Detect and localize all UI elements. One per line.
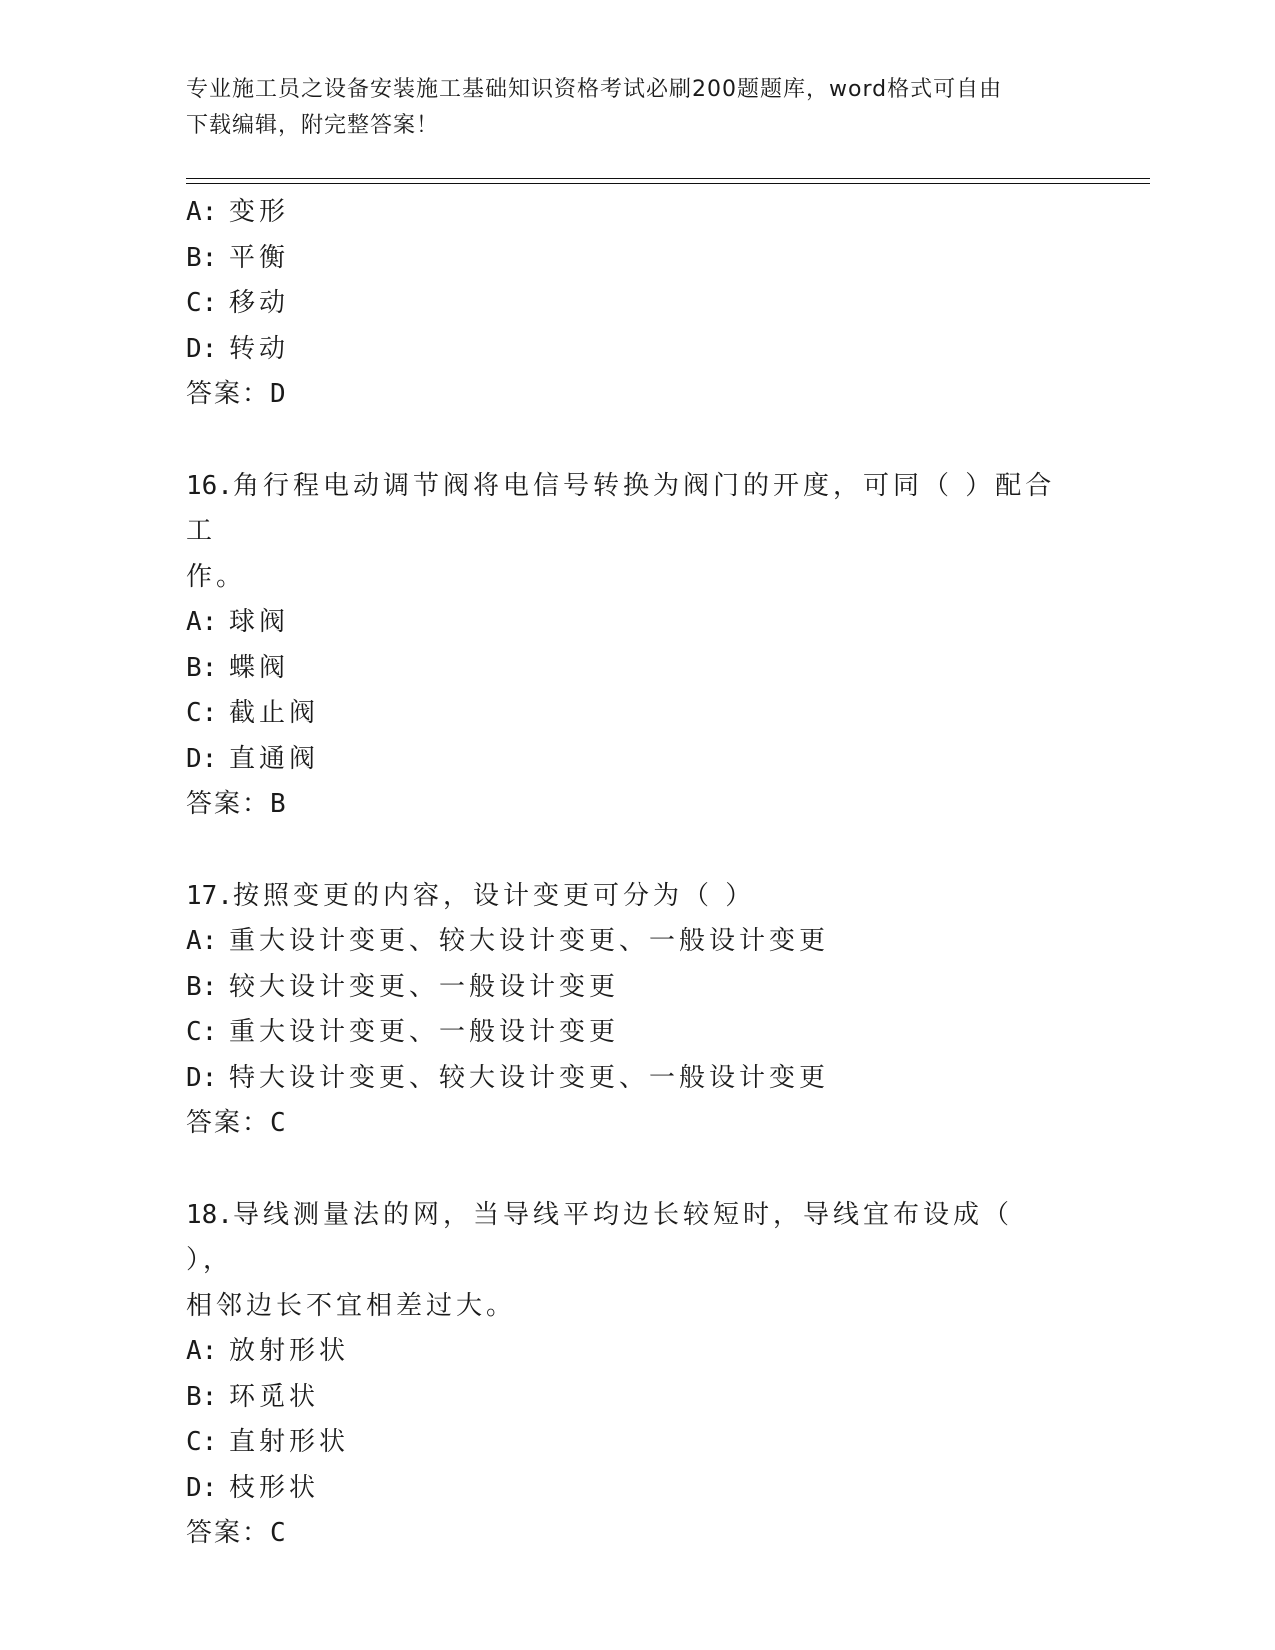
option-a bbox=[186, 600, 1086, 646]
option-c bbox=[186, 1010, 1086, 1056]
option-c bbox=[186, 281, 1086, 327]
question-16 bbox=[186, 464, 1086, 828]
answer-label: 答案： bbox=[186, 789, 271, 819]
option-text: 环觅状 bbox=[229, 1381, 320, 1412]
option-letter: B: bbox=[186, 971, 218, 1002]
answer-label: 答案： bbox=[186, 1108, 271, 1138]
question-stem bbox=[186, 1193, 1066, 1330]
option-d bbox=[186, 1466, 1086, 1512]
option-text: 转动 bbox=[229, 333, 290, 364]
option-text: 重大设计变更、较大设计变更、一般设计变更 bbox=[229, 926, 830, 956]
option-text: 放射形状 bbox=[229, 1336, 350, 1366]
option-letter: B: bbox=[186, 1381, 218, 1412]
option-letter: C: bbox=[186, 1017, 218, 1047]
option-b bbox=[186, 236, 1086, 282]
option-letter: C: bbox=[186, 1427, 218, 1457]
option-a bbox=[186, 919, 1086, 965]
option-text: 枝形状 bbox=[229, 1472, 320, 1503]
answer-value: C bbox=[270, 1518, 288, 1548]
answer-line bbox=[186, 1101, 1086, 1147]
question-list bbox=[186, 190, 1086, 1557]
option-letter: B: bbox=[186, 652, 218, 683]
option-letter: A: bbox=[186, 607, 218, 637]
header-divider-top bbox=[186, 178, 1150, 179]
option-b bbox=[186, 646, 1086, 692]
option-text: 特大设计变更、较大设计变更、一般设计变更 bbox=[229, 1062, 830, 1093]
option-a bbox=[186, 1329, 1086, 1375]
option-d bbox=[186, 1056, 1086, 1102]
question-stem bbox=[186, 464, 1066, 601]
option-letter: A: bbox=[186, 1336, 218, 1366]
answer-line bbox=[186, 1511, 1086, 1557]
stem-line-2: 作。 bbox=[186, 561, 247, 592]
option-letter: D: bbox=[186, 1472, 218, 1503]
option-letter: D: bbox=[186, 1062, 218, 1093]
option-b bbox=[186, 1375, 1086, 1421]
answer-value: B bbox=[270, 789, 288, 819]
option-text: 重大设计变更、一般设计变更 bbox=[229, 1017, 620, 1047]
option-letter: A: bbox=[186, 197, 218, 227]
option-text: 截止阀 bbox=[229, 698, 320, 728]
option-c bbox=[186, 1420, 1086, 1466]
option-c bbox=[186, 691, 1086, 737]
stem-line-1: 角行程电动调节阀将电信号转换为阀门的开度，可同（ ）配合工 bbox=[186, 470, 1056, 546]
question-17 bbox=[186, 874, 1086, 1147]
option-letter: B: bbox=[186, 242, 218, 273]
answer-label: 答案： bbox=[186, 379, 271, 409]
stem-line-1: 按照变更的内容，设计变更可分为（ ） bbox=[232, 880, 756, 911]
question-stem bbox=[186, 874, 1066, 920]
answer-line bbox=[186, 782, 1086, 828]
question-number: 16. bbox=[186, 470, 233, 501]
option-text: 直射形状 bbox=[229, 1427, 350, 1457]
stem-line-1: 导线测量法的网，当导线平均边长较短时，导线宜布设成（ ）， bbox=[186, 1199, 1026, 1275]
option-d bbox=[186, 327, 1086, 373]
option-text: 平衡 bbox=[229, 242, 290, 273]
question-18 bbox=[186, 1193, 1086, 1557]
option-letter: C: bbox=[186, 288, 218, 318]
header-line-2: 下载编辑，附完整答案！ bbox=[186, 113, 440, 138]
answer-label: 答案： bbox=[186, 1518, 271, 1548]
option-text: 球阀 bbox=[229, 607, 290, 637]
option-text: 直通阀 bbox=[229, 743, 320, 774]
option-letter: C: bbox=[186, 698, 218, 728]
option-text: 蝶阀 bbox=[229, 652, 290, 683]
question-15 bbox=[186, 190, 1086, 418]
option-letter: D: bbox=[186, 333, 218, 364]
option-letter: D: bbox=[186, 743, 218, 774]
option-text: 较大设计变更、一般设计变更 bbox=[229, 971, 620, 1002]
option-text: 变形 bbox=[229, 197, 290, 227]
option-b bbox=[186, 965, 1086, 1011]
answer-value: C bbox=[270, 1108, 288, 1138]
document-header bbox=[186, 72, 1066, 144]
option-d bbox=[186, 737, 1086, 783]
option-a bbox=[186, 190, 1086, 236]
question-number: 18. bbox=[186, 1199, 233, 1230]
answer-value: D bbox=[270, 379, 288, 409]
header-line-1: 专业施工员之设备安装施工基础知识资格考试必刷200题题库，word格式可自由 bbox=[186, 77, 1003, 102]
stem-line-2: 相邻边长不宜相差过大。 bbox=[186, 1290, 517, 1321]
question-number: 17. bbox=[186, 880, 233, 911]
answer-line bbox=[186, 372, 1086, 418]
option-text: 移动 bbox=[229, 288, 290, 318]
option-letter: A: bbox=[186, 926, 218, 956]
header-divider-bottom bbox=[186, 183, 1150, 184]
